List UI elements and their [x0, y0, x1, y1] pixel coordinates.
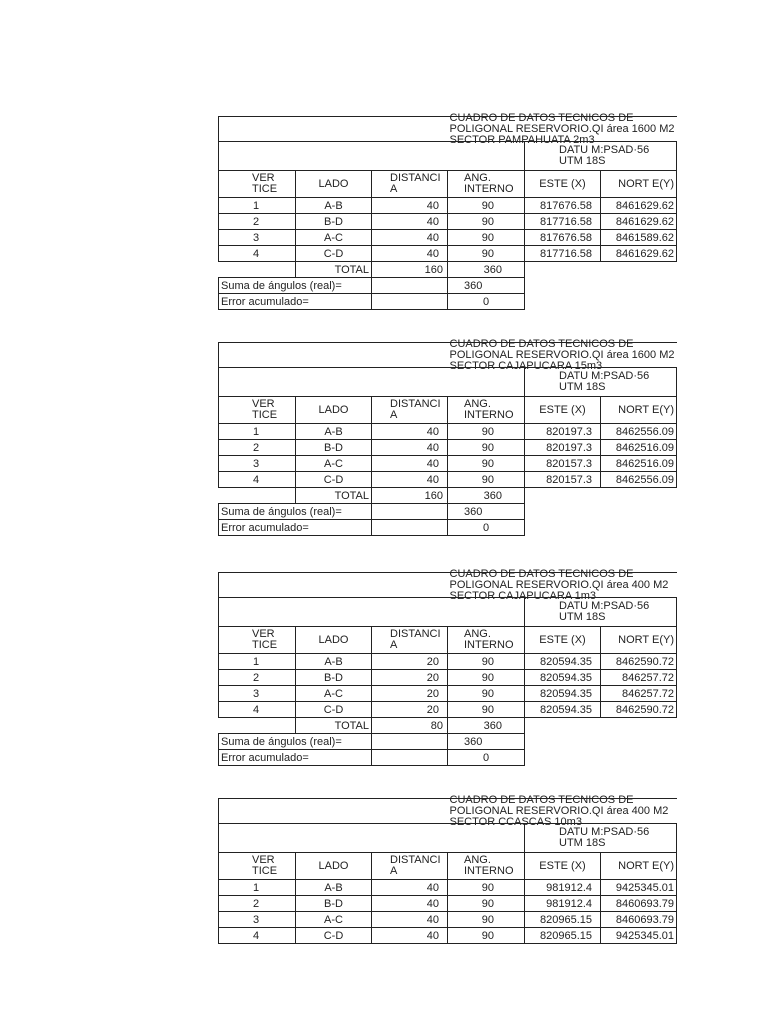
cell-este: 820965.15: [525, 928, 601, 944]
cell-norte: 9425345.01: [601, 928, 677, 944]
table-row: [219, 912, 677, 928]
cell-norte: 8461589.62: [601, 230, 677, 246]
header-este: ESTE (X): [525, 397, 601, 424]
cell-lado: B-D: [296, 440, 372, 456]
datum-label: DATU M:PSAD·56 UTM 18S: [525, 142, 677, 171]
cell-angulo: 90: [448, 670, 525, 686]
cell-este: 981912.4: [525, 896, 601, 912]
cell-norte: 8461629.62: [601, 198, 677, 214]
cell-angulo: 90: [448, 896, 525, 912]
table-row: [219, 670, 677, 686]
header-lado: LADO: [296, 853, 372, 880]
cell-este: 817716.58: [525, 214, 601, 230]
cell-vertice: 1: [219, 198, 296, 214]
suma-row: [219, 278, 677, 294]
cell-este: 820157.3: [525, 472, 601, 488]
cell-este: 817716.58: [525, 246, 601, 262]
suma-row: [219, 734, 677, 750]
cell-lado: B-D: [296, 670, 372, 686]
cell-vertice: 1: [219, 880, 296, 896]
survey-table-2: [218, 338, 676, 536]
cell-angulo: 90: [448, 654, 525, 670]
cell-vertice: 4: [219, 246, 296, 262]
header-angulo: ANG. INTERNO: [448, 627, 525, 654]
header-angulo: ANG. INTERNO: [448, 171, 525, 198]
cell-norte: 8462556.09: [601, 424, 677, 440]
table-row: [219, 424, 677, 440]
table-row: [219, 472, 677, 488]
total-angulo: 360: [448, 262, 525, 278]
table-row: [219, 246, 677, 262]
cell-lado: A-B: [296, 880, 372, 896]
total-distancia: 80: [372, 718, 448, 734]
table-title: CUADRO DE DATOS TECNICOS DE POLIGONAL RESERVORIO.QI área 1600 M2 SECTOR PAMPAHUATA 2m3: [448, 117, 677, 142]
cell-distancia: 40: [372, 198, 448, 214]
error-value: 0: [448, 750, 525, 766]
cell-este: 820594.35: [525, 654, 601, 670]
cell-distancia: 40: [372, 456, 448, 472]
total-distancia: 160: [372, 488, 448, 504]
cell-angulo: 90: [448, 424, 525, 440]
table-title: CUADRO DE DATOS TECNICOS DE POLIGONAL RESERVORIO.QI área 400 M2 SECTOR CAJAPUCARA 1m3: [448, 573, 677, 598]
header-este: ESTE (X): [525, 171, 601, 198]
table-row: [219, 654, 677, 670]
total-label: TOTAL: [296, 718, 372, 734]
table-row: [219, 686, 677, 702]
cell-angulo: 90: [448, 230, 525, 246]
header-lado: LADO: [296, 627, 372, 654]
cell-angulo: 90: [448, 912, 525, 928]
total-row: [219, 488, 677, 504]
cell-distancia: 40: [372, 246, 448, 262]
cell-norte: 846257.72: [601, 670, 677, 686]
cell-vertice: 2: [219, 896, 296, 912]
cell-este: 817676.58: [525, 198, 601, 214]
cell-vertice: 4: [219, 472, 296, 488]
cell-este: 820594.35: [525, 686, 601, 702]
table-title: CUADRO DE DATOS TECNICOS DE POLIGONAL RESERVORIO.QI área 1600 M2 SECTOR CAJAPUCARA 15m3: [448, 343, 677, 368]
table-row: [219, 928, 677, 944]
table-row: [219, 198, 677, 214]
cell-vertice: 4: [219, 928, 296, 944]
error-value: 0: [448, 520, 525, 536]
cell-distancia: 20: [372, 654, 448, 670]
cell-lado: B-D: [296, 896, 372, 912]
total-row: [219, 718, 677, 734]
header-lado: LADO: [296, 397, 372, 424]
header-distancia: DISTANCI A: [372, 397, 448, 424]
cell-lado: B-D: [296, 214, 372, 230]
cell-distancia: 40: [372, 880, 448, 896]
cell-angulo: 90: [448, 198, 525, 214]
cell-lado: A-C: [296, 230, 372, 246]
suma-label: Suma de ángulos (real)=: [219, 734, 372, 750]
cell-distancia: 40: [372, 214, 448, 230]
total-distancia: 160: [372, 262, 448, 278]
header-vertice: VER TICE: [219, 853, 296, 880]
cell-este: 820197.3: [525, 424, 601, 440]
total-label: TOTAL: [296, 488, 372, 504]
header-angulo: ANG. INTERNO: [448, 853, 525, 880]
table-row: [219, 456, 677, 472]
cell-norte: 8461629.62: [601, 214, 677, 230]
survey-table-1: [218, 112, 676, 310]
total-label: TOTAL: [296, 262, 372, 278]
cell-este: 820197.3: [525, 440, 601, 456]
total-angulo: 360: [448, 718, 525, 734]
cell-angulo: 90: [448, 702, 525, 718]
suma-label: Suma de ángulos (real)=: [219, 278, 372, 294]
suma-value: 360: [448, 504, 525, 520]
suma-value: 360: [448, 278, 525, 294]
error-value: 0: [448, 294, 525, 310]
cell-norte: 8461629.62: [601, 246, 677, 262]
table-row: [219, 880, 677, 896]
cell-este: 820157.3: [525, 456, 601, 472]
error-label: Error acumulado=: [219, 294, 372, 310]
cell-distancia: 40: [372, 896, 448, 912]
cell-vertice: 3: [219, 912, 296, 928]
error-row: [219, 520, 677, 536]
header-distancia: DISTANCI A: [372, 853, 448, 880]
header-vertice: VER TICE: [219, 171, 296, 198]
cell-lado: C-D: [296, 702, 372, 718]
cell-vertice: 1: [219, 424, 296, 440]
survey-table-3: [218, 568, 676, 766]
cell-lado: C-D: [296, 472, 372, 488]
datum-label: DATU M:PSAD·56 UTM 18S: [525, 598, 677, 627]
cell-vertice: 3: [219, 230, 296, 246]
cell-lado: A-C: [296, 456, 372, 472]
datum-label: DATU M:PSAD·56 UTM 18S: [525, 824, 677, 853]
total-row: [219, 262, 677, 278]
header-norte: NORT E(Y): [601, 397, 677, 424]
header-distancia: DISTANCI A: [372, 171, 448, 198]
cell-norte: 8460693.79: [601, 896, 677, 912]
cell-distancia: 40: [372, 928, 448, 944]
header-vertice: VER TICE: [219, 397, 296, 424]
cell-distancia: 40: [372, 472, 448, 488]
cell-lado: A-B: [296, 198, 372, 214]
table-row: [219, 230, 677, 246]
cell-norte: 9425345.01: [601, 880, 677, 896]
cell-distancia: 20: [372, 670, 448, 686]
header-norte: NORT E(Y): [601, 853, 677, 880]
header-este: ESTE (X): [525, 853, 601, 880]
header-angulo: ANG. INTERNO: [448, 397, 525, 424]
cell-este: 820594.35: [525, 670, 601, 686]
cell-este: 820965.15: [525, 912, 601, 928]
cell-norte: 8462556.09: [601, 472, 677, 488]
suma-row: [219, 504, 677, 520]
cell-vertice: 2: [219, 670, 296, 686]
cell-angulo: 90: [448, 880, 525, 896]
error-row: [219, 294, 677, 310]
header-norte: NORT E(Y): [601, 627, 677, 654]
header-norte: NORT E(Y): [601, 171, 677, 198]
cell-distancia: 40: [372, 424, 448, 440]
cell-este: 817676.58: [525, 230, 601, 246]
table-row: [219, 702, 677, 718]
table-row: [219, 214, 677, 230]
suma-value: 360: [448, 734, 525, 750]
cell-vertice: 4: [219, 702, 296, 718]
cell-distancia: 40: [372, 912, 448, 928]
cell-vertice: 1: [219, 654, 296, 670]
cell-angulo: 90: [448, 686, 525, 702]
cell-angulo: 90: [448, 472, 525, 488]
error-label: Error acumulado=: [219, 750, 372, 766]
cell-lado: C-D: [296, 928, 372, 944]
cell-vertice: 3: [219, 686, 296, 702]
cell-este: 820594.35: [525, 702, 601, 718]
cell-norte: 8462590.72: [601, 702, 677, 718]
cell-norte: 846257.72: [601, 686, 677, 702]
table-row: [219, 440, 677, 456]
survey-table-4: [218, 794, 676, 944]
cell-angulo: 90: [448, 928, 525, 944]
cell-vertice: 2: [219, 440, 296, 456]
cell-vertice: 3: [219, 456, 296, 472]
cell-angulo: 90: [448, 440, 525, 456]
header-lado: LADO: [296, 171, 372, 198]
header-vertice: VER TICE: [219, 627, 296, 654]
cell-lado: A-C: [296, 686, 372, 702]
cell-lado: C-D: [296, 246, 372, 262]
cell-angulo: 90: [448, 246, 525, 262]
error-label: Error acumulado=: [219, 520, 372, 536]
cell-lado: A-B: [296, 654, 372, 670]
cell-norte: 8462516.09: [601, 440, 677, 456]
table-title: CUADRO DE DATOS TECNICOS DE POLIGONAL RESERVORIO.QI área 400 M2 SECTOR CCASCAS 10m3: [448, 799, 677, 824]
suma-label: Suma de ángulos (real)=: [219, 504, 372, 520]
header-este: ESTE (X): [525, 627, 601, 654]
cell-vertice: 2: [219, 214, 296, 230]
cell-norte: 8462516.09: [601, 456, 677, 472]
cell-angulo: 90: [448, 214, 525, 230]
cell-este: 981912.4: [525, 880, 601, 896]
error-row: [219, 750, 677, 766]
datum-label: DATU M:PSAD·56 UTM 18S: [525, 368, 677, 397]
cell-distancia: 40: [372, 230, 448, 246]
cell-norte: 8462590.72: [601, 654, 677, 670]
header-distancia: DISTANCI A: [372, 627, 448, 654]
cell-norte: 8460693.79: [601, 912, 677, 928]
total-angulo: 360: [448, 488, 525, 504]
cell-distancia: 40: [372, 440, 448, 456]
table-row: [219, 896, 677, 912]
cell-lado: A-C: [296, 912, 372, 928]
cell-lado: A-B: [296, 424, 372, 440]
cell-angulo: 90: [448, 456, 525, 472]
cell-distancia: 20: [372, 686, 448, 702]
cell-distancia: 20: [372, 702, 448, 718]
